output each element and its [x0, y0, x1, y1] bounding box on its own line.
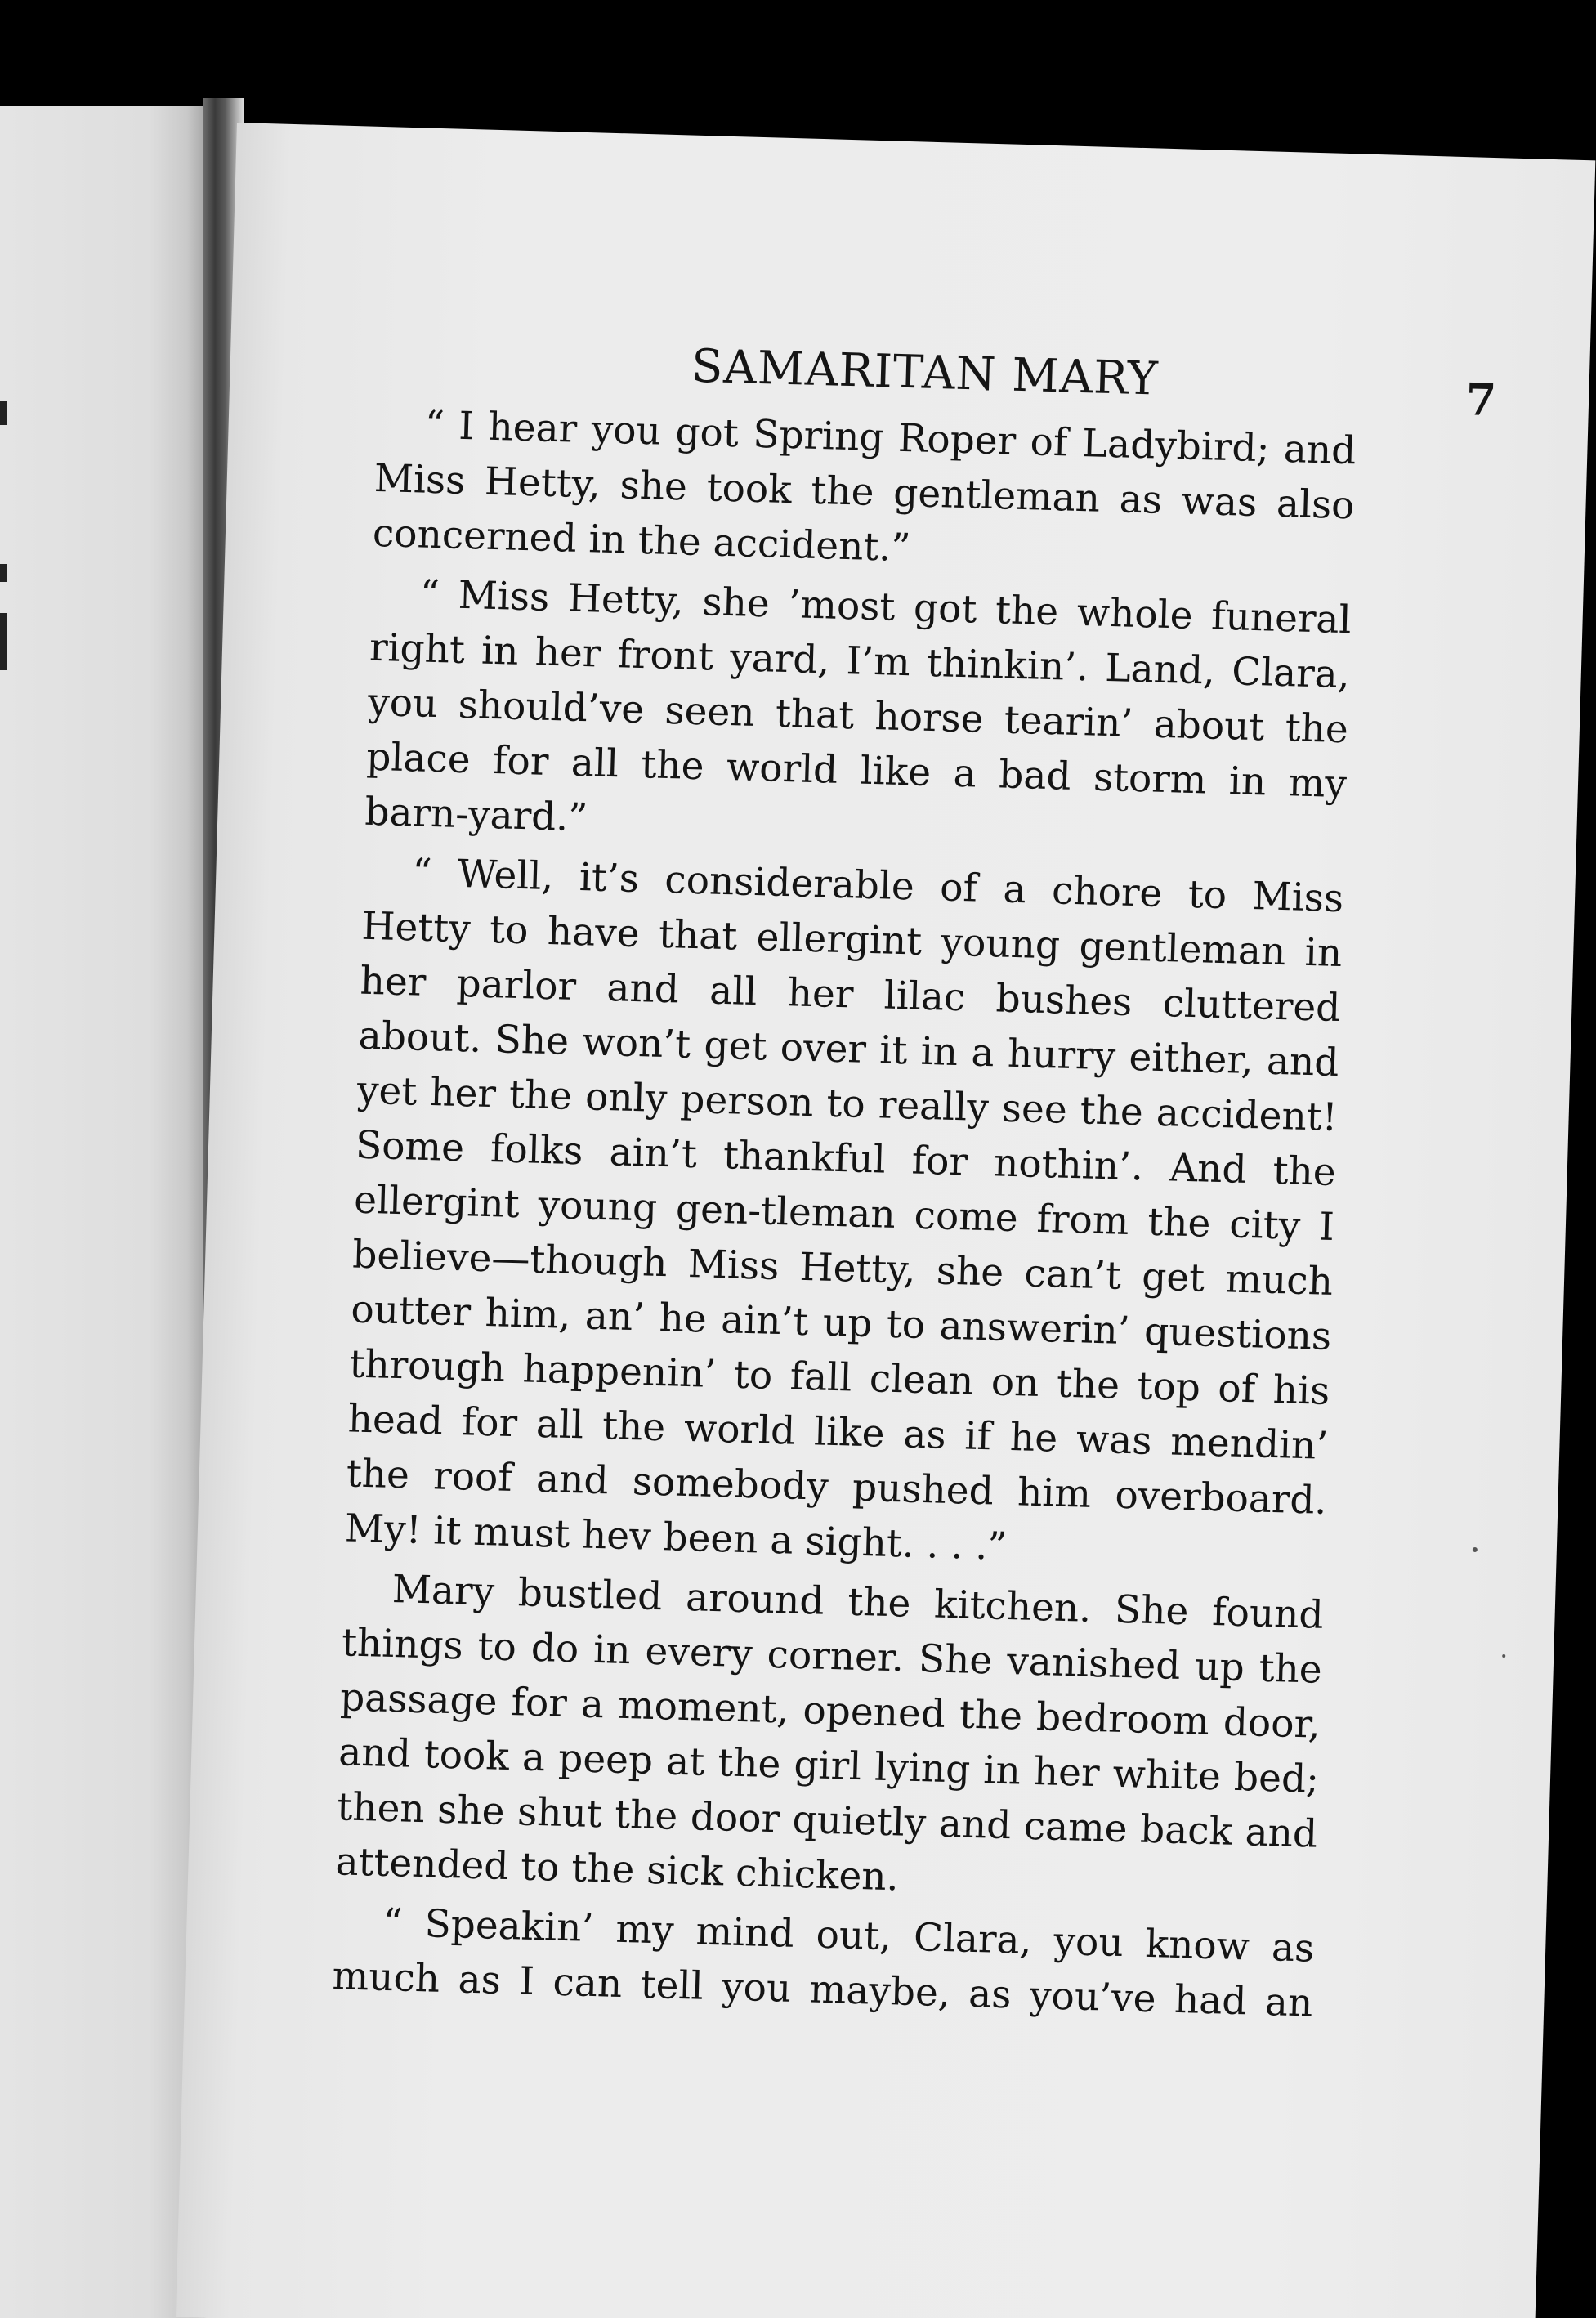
facing-page-mark [0, 564, 7, 582]
book-page [176, 123, 1595, 2318]
facing-page-mark [0, 401, 7, 425]
running-head-title: SAMARITAN MARY [691, 339, 1160, 406]
facing-page-mark [0, 613, 7, 670]
paragraph: “ Miss Hetty, she ’most got the whole funeral right in her front yard, I’m thinkin’. Land, Clara, you should’ve seen that horse tearin’ about the place for all the world like a bad storm in my barn-yard.” [364, 571, 1352, 841]
paragraph: “ Speakin’ my mind out, Clara, you know as much as I can tell you maybe, as you’ve had an [331, 1900, 1315, 2026]
paragraph: Mary bustled around the kitchen. She found things to do in every corner. She vanished up the passage for a moment, opened the bedroom door, and took a peep at the girl lying in her white bed; then she shut the door quietly and came back and attended to the sick chicken. [334, 1567, 1325, 1900]
scan-speck [1473, 1547, 1478, 1552]
page-number: 7 [1464, 373, 1498, 427]
paragraph: “ I hear you got Spring Roper of Ladybird; and Miss Hetty, she took the gentleman as was also concerned in the accident.” [372, 402, 1357, 571]
facing-page-edge [0, 106, 212, 2318]
scan-speck [1502, 1654, 1505, 1658]
body-text [332, 396, 1357, 2036]
paragraph: “ Well, it’s considerable of a chore to Miss Hetty to have that ellergint young gentleman in her parlor and all her lilac bushes cluttered about. She won’t get over it in a hurry either, and yet her the only person to really see the accident! Some folks ain’t thankful for nothin’. And the ellergint young gen-tleman come from the city I believe—though Miss Hetty, she can’t get much outter him, an’ he ain’t up to answerin’ questions through happenin’ to fall clean on the top of his head for all the world like as if he was mendin’ the roof and somebody pushed him overboard. My! it must hev been a sight. . . .” [344, 850, 1344, 1569]
